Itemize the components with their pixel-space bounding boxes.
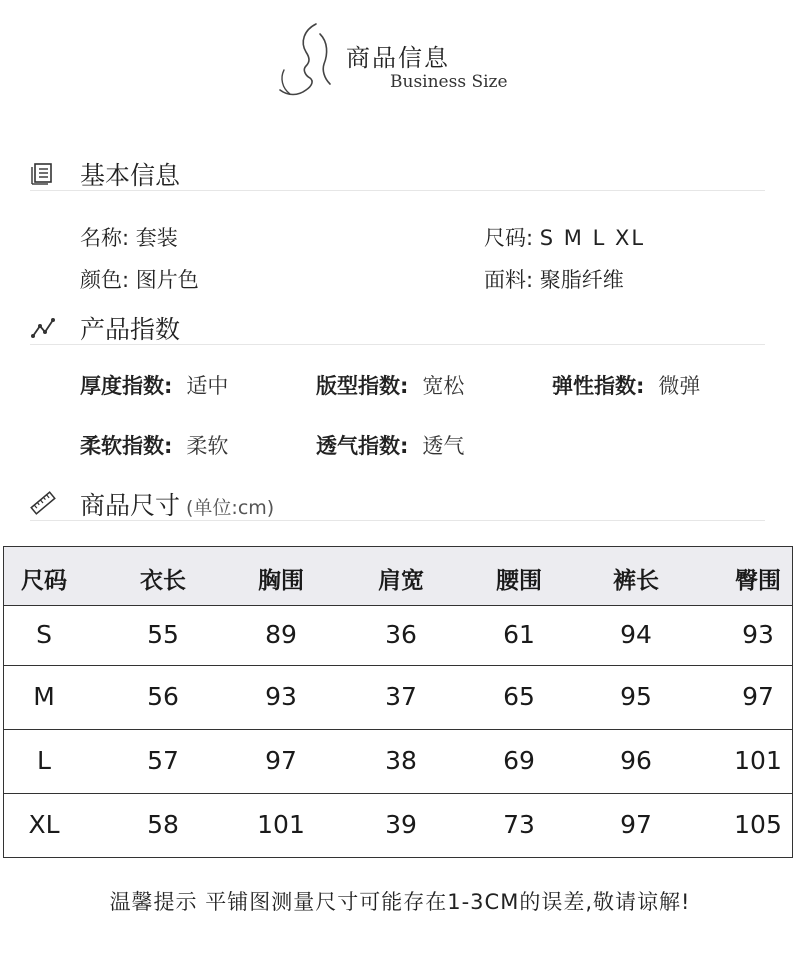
ruler-icon — [30, 490, 56, 516]
table-cell: 93 — [742, 620, 774, 649]
section-title: 基本信息 — [80, 161, 181, 190]
header-title-cn: 商品信息 — [346, 44, 450, 72]
basic-fabric — [484, 264, 624, 294]
table-cell: 97 — [265, 746, 297, 775]
index-label: 柔软指数: — [80, 434, 173, 458]
table-cell: 93 — [265, 682, 297, 711]
index-label: 弹性指数: — [552, 374, 645, 398]
index-item-softness — [80, 430, 228, 460]
table-cell: 36 — [385, 620, 417, 649]
table-cell: 37 — [385, 682, 417, 711]
index-item-breathability — [316, 430, 464, 460]
section-title — [80, 486, 274, 522]
brand-header — [276, 20, 536, 104]
table-cell: 97 — [620, 810, 652, 839]
size-label: 尺码: — [484, 226, 534, 250]
table-cell: 94 — [620, 620, 652, 649]
table-cell: 61 — [503, 620, 535, 649]
table-row — [4, 793, 792, 857]
index-label: 透气指数: — [316, 434, 409, 458]
section-basic-info — [30, 156, 765, 191]
index-item-elasticity — [552, 370, 700, 400]
column-header: 臀围 — [735, 568, 781, 594]
table-cell: 38 — [385, 746, 417, 775]
table-cell: L — [37, 746, 51, 775]
table-cell: 69 — [503, 746, 535, 775]
table-cell: 101 — [734, 746, 782, 775]
column-header: 裤长 — [613, 568, 659, 594]
section-product-index — [30, 310, 765, 345]
index-value: 宽松 — [422, 374, 465, 398]
table-cell: 89 — [265, 620, 297, 649]
index-value: 透气 — [422, 434, 465, 458]
table-cell: 105 — [734, 810, 782, 839]
woman-profile-icon — [276, 20, 346, 104]
table-header — [4, 547, 792, 606]
fabric-value: 聚脂纤维 — [539, 268, 624, 292]
table-cell: 97 — [742, 682, 774, 711]
size-value: S M L XL — [539, 226, 646, 250]
section-title-text: 商品尺寸 — [80, 491, 181, 520]
document-icon — [30, 160, 56, 186]
trend-line-icon — [30, 314, 56, 340]
index-item-fit — [316, 370, 464, 400]
column-header: 尺码 — [21, 568, 67, 594]
color-value: 图片色 — [135, 268, 199, 292]
basic-size — [484, 222, 645, 252]
table-cell: 101 — [257, 810, 305, 839]
table-row — [4, 665, 792, 730]
table-row — [4, 729, 792, 794]
index-value: 微弹 — [658, 374, 701, 398]
table-cell: M — [33, 682, 55, 711]
table-cell: 57 — [147, 746, 179, 775]
unit-note: (单位:cm) — [186, 497, 275, 519]
table-cell: 39 — [385, 810, 417, 839]
table-cell: 65 — [503, 682, 535, 711]
index-value: 适中 — [186, 374, 229, 398]
table-cell: 55 — [147, 620, 179, 649]
table-cell: S — [36, 620, 52, 649]
table-cell: 96 — [620, 746, 652, 775]
index-value: 柔软 — [186, 434, 229, 458]
table-cell: 58 — [147, 810, 179, 839]
basic-color — [80, 264, 199, 294]
section-title: 产品指数 — [80, 315, 181, 344]
index-label: 厚度指数: — [80, 374, 173, 398]
column-header: 胸围 — [258, 568, 304, 594]
basic-name — [80, 222, 178, 252]
color-label: 颜色: — [80, 268, 130, 292]
footer-tip: 温馨提示 平铺图测量尺寸可能存在1-3CM的误差,敬请谅解! — [109, 890, 691, 914]
table-cell: 95 — [620, 682, 652, 711]
header-title-en: Business Size — [390, 72, 508, 92]
fabric-label: 面料: — [484, 268, 534, 292]
section-product-size — [30, 486, 765, 521]
table-cell: 73 — [503, 810, 535, 839]
name-value: 套装 — [135, 226, 178, 250]
size-table — [3, 546, 793, 858]
column-header: 腰围 — [496, 568, 542, 594]
index-item-thickness — [80, 370, 228, 400]
table-cell: XL — [28, 810, 60, 839]
column-header: 衣长 — [140, 568, 186, 594]
table-cell: 56 — [147, 682, 179, 711]
column-header: 肩宽 — [378, 568, 424, 594]
index-label: 版型指数: — [316, 374, 409, 398]
name-label: 名称: — [80, 226, 130, 250]
table-row — [4, 605, 792, 666]
